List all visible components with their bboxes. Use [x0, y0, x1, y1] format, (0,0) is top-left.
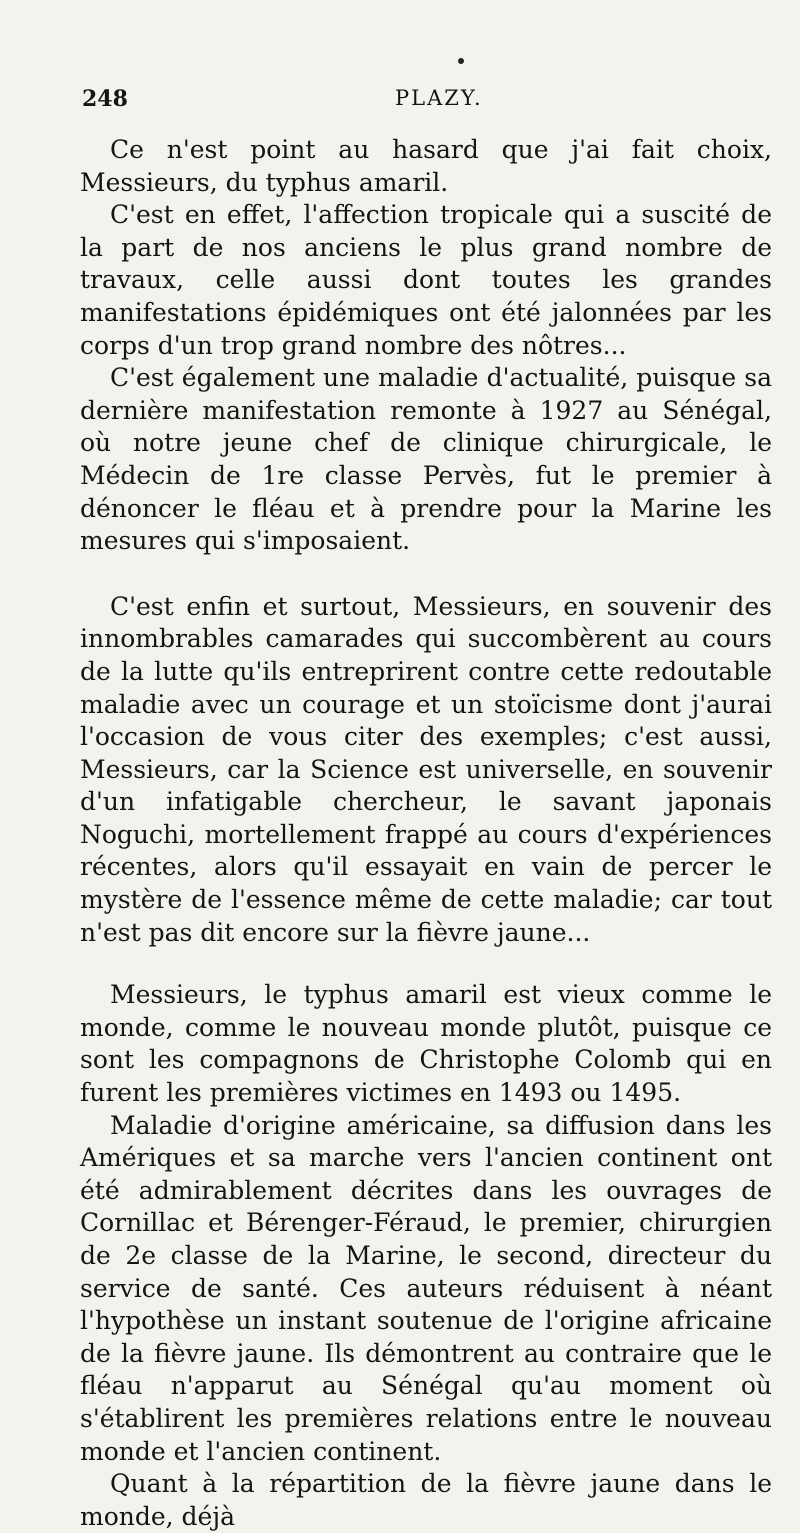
paragraph-6: Maladie d'origine américaine, sa diffusion dans les Amériques et sa marche vers l'ancien continent ont été admirablement décrites dans les ouvrages de Cornillac et Bérenger-Féraud, le premier, chirurgien de 2e classe de la Marine, le second, directeur du service de santé. Ces auteurs réduisent à néant l'hypothèse un instant soutenue de l'origine africaine de la fièvre jaune. Ils démontrent au contraire que le fléau n'apparut au Sénégal qu'au moment où s'établirent les premières relations entre le nouveau monde et l'ancien continent.	[80, 1110, 772, 1466]
running-head: PLAZY.	[395, 86, 483, 110]
paragraph-7: Quant à la répartition de la fièvre jaune dans le monde, déjà	[80, 1469, 772, 1531]
paragraph-2: C'est en effet, l'affection tropicale qui a suscité de la part de nos anciens le plus grand nombre de travaux, celle aussi dont toutes les grandes manifestations épidémiques ont été jalonnées par les corps d'un trop grand nombre des nôtres...	[80, 200, 772, 360]
body-text	[80, 134, 772, 1533]
paragraph-5: Messieurs, le typhus amaril est vieux comme le monde, comme le nouveau monde plutôt, puisque ce sont les compagnons de Christophe Colomb qui en furent les premières victimes en 1493 ou 1495.	[80, 980, 772, 1108]
paragraph-4: C'est enfin et surtout, Messieurs, en souvenir des innombrables camarades qui succombèrent au cours de la lutte qu'ils entreprirent contre cette redoutable maladie avec un courage et un stoïcisme dont j'aurai l'occasion de vous citer des exemples; c'est aussi, Messieurs, car la Science est universelle, en souvenir d'un infatigable chercheur, le savant japonais Noguchi, mortellement frappé au cours d'expériences récentes, alors qu'il essayait en vain de percer le mystère de l'essence même de cette maladie; car tout n'est pas dit encore sur la fièvre jaune...	[80, 591, 772, 947]
paragraph-3: C'est également une maladie d'actualité, puisque sa dernière manifestation remonte à 1927 au Sénégal, où notre jeune chef de clinique chirurgicale, le Médecin de 1re classe Pervès, fut le premier à dénoncer le fléau et à prendre pour la Marine les mesures qui s'imposaient.	[80, 363, 772, 556]
ink-dot	[458, 58, 464, 64]
paragraph-1: Ce n'est point au hasard que j'ai fait choix, Messieurs, du typhus amaril.	[80, 135, 772, 197]
page-header	[82, 86, 772, 116]
page-number: 248	[82, 86, 128, 112]
